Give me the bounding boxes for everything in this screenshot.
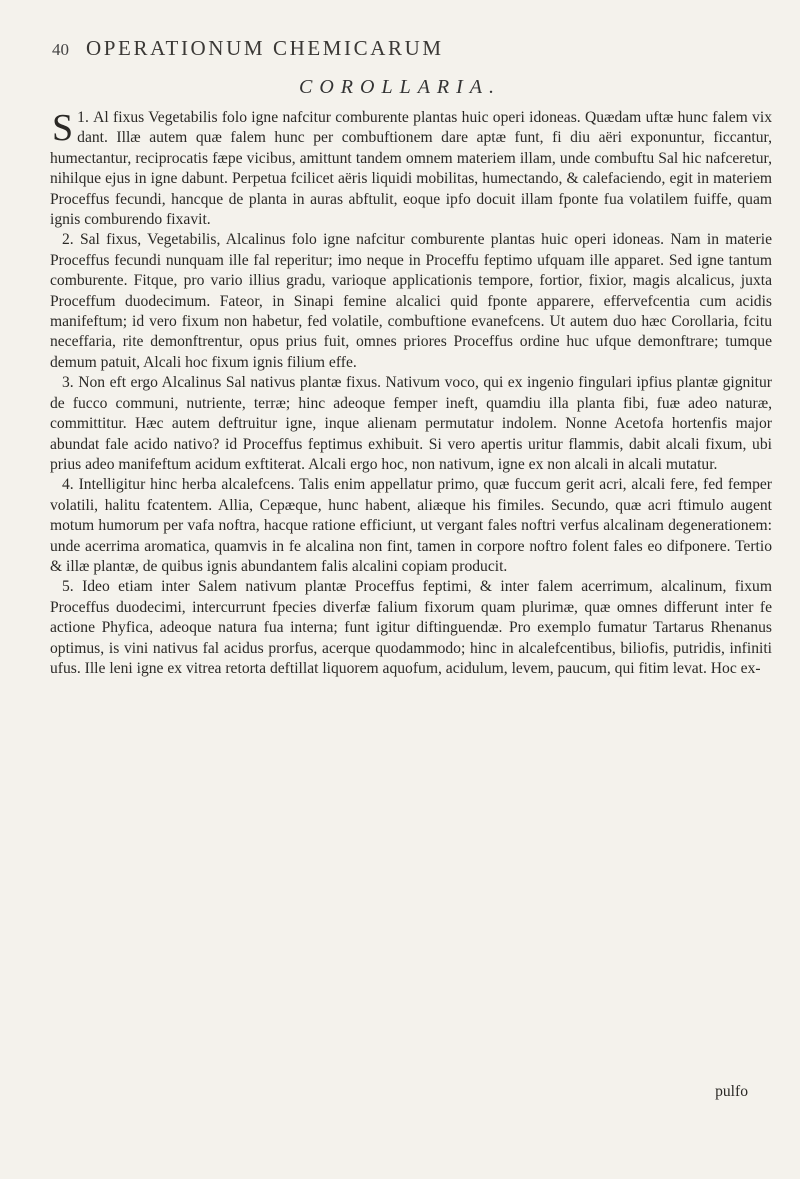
page-header bbox=[52, 36, 752, 62]
section-title: COROLLARIA. bbox=[299, 76, 501, 98]
paragraph-2 bbox=[50, 230, 772, 373]
catchword: pulfo bbox=[715, 1083, 748, 1100]
body-text bbox=[50, 108, 772, 679]
running-head: OPERATIONUM CHEMICARUM bbox=[86, 36, 444, 60]
paragraph-number: 4. bbox=[62, 476, 74, 494]
paragraph-3 bbox=[50, 373, 772, 475]
paragraph-text: Intelligitur hinc herba alcalefcens. Talis enim appellatur primo, quæ fuccum gerit acri, alcali fere, fed femper volatili, halitu fcatentem. Allia, Cepæque, hunc habent, aliæque his fimiles. Secundo, quæ acri ftimulo augent motum humorum per vafa noftra, hacque ratione efficiunt, ut vergant fales noftri verfus alcalinam degenerationem: unde acerrima aromatica, quamvis in fe alcalina non fint, tamen in corpore noftro folent fales eo difponere. Tertio & illæ plantæ, de quibus ignis abundantem falis alcalini copiam producit. bbox=[50, 476, 772, 575]
paragraph-text: Non eft ergo Alcalinus Sal nativus plantæ fixus. Nativum voco, qui ex ingenio fingulari ipfius plantæ gignitur de fucco communi, nutriente, terræ; hinc adeoque femper ineft, quamdiu illa planta fibi, fuæ adeo naturæ, committitur. Hæc autem deftruitur igne, inque alienam permutatur indolem. Nonne Acetofa hortenfis major abundat fale acido nativo? id Proceffus feptimus exhibuit. Si vero apertis uritur flammis, dabit alcali fixum, ubi prius adeo manifeftum acidum exftiterat. Alcali ergo hoc, non nativum, igne ex non alcali in alcali mutatur. bbox=[50, 374, 772, 473]
paragraph-4 bbox=[50, 475, 772, 577]
page-number: 40 bbox=[52, 40, 69, 59]
drop-cap: S bbox=[52, 107, 74, 149]
paragraph-5 bbox=[50, 577, 772, 679]
paragraph-number: 3. bbox=[62, 374, 74, 392]
paragraph-number: 2. bbox=[62, 231, 74, 249]
paragraph-text: Al fixus Vegetabilis folo igne nafcitur comburente plantas huic operi idoneas. Quædam uftæ hunc falem vix dant. Illæ autem quæ falem hunc per combuftionem dare aptæ funt, fi diu aëri exponuntur, ficcantur, humectantur, reciprocatis fæpe vicibus, amittunt tandem omnem materiem illam, unde combuftu Sal hic nafceretur, nihilque ejus in igne dabunt. Perpetua fcilicet aëris liquidi mobilitas, humectando, & calefaciendo, egit in materiem Proceffus fecundi, hancque de planta in auras abftulit, eoque ipfo docuit illam fponte fua volatilem fuiffe, quam ignis comburendo fixavit. bbox=[50, 109, 772, 229]
paragraph-1 bbox=[50, 108, 772, 230]
paragraph-number: 1. bbox=[77, 109, 89, 126]
paragraph-text: Sal fixus, Vegetabilis, Alcalinus folo igne nafcitur comburente plantas huic operi idoneas. Nam in materie Proceffus fecundi nunquam ille fal reperitur; imo neque in Proceffu feptimo ufquam ille apparet. Sed igne tantum comburente. Fitque, pro vario illius gradu, varioque applicationis tempore, fortior, fixior, magis alcalicus, juxta Proceffum duodecimum. Fateor, in Sinapi femine alcalici quid fponte apparere, effervefcentia cum acidis manifeftum; id vero fixum non habetur, fed volatile, combuftione evanefcens. Ut autem duo hæc Corollaria, fcitu neceffaria, rite demonftrentur, opus prius fuit, omnes priores Proceffus ordine huc ufque demonftrare; tumque demum patuit, Alcali hoc fixum ignis filium effe. bbox=[50, 231, 772, 371]
paragraph-number: 5. bbox=[62, 578, 74, 596]
paragraph-text: Ideo etiam inter Salem nativum plantæ Proceffus feptimi, & inter falem acerrimum, alcalinum, fixum Proceffus duodecimi, intercurrunt fpecies diverfæ falium fixorum quam plurimæ, quæ omnes differunt inter fe actione Phyfica, adeoque natura fua interna; funt igitur diftinguendæ. Pro exemplo fumatur Tartarus Rhenanus optimus, is vini nativus fal acidus prorfus, acerque quodammodo; hinc in alcalefcentibus, biliofis, putridis, infiniti ufus. Ille leni igne ex vitrea retorta deftillat liquorem aquofum, acidulum, levem, paucum, qui fitim levat. Hoc ex- bbox=[50, 578, 772, 677]
